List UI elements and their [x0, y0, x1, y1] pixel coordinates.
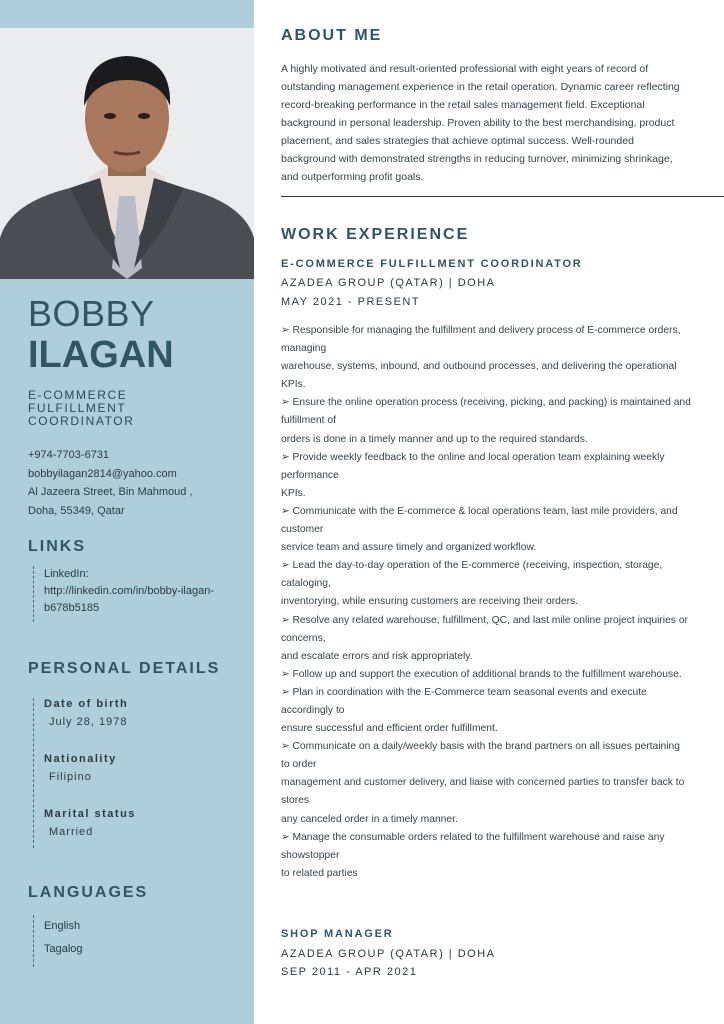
detail-label: Date of birth — [44, 698, 129, 710]
responsibility-line: management and customer delivery, and liaise with concerned parties to transfer back to stores — [281, 777, 685, 807]
responsibility-line: ➢ Communicate with the E-commerce & local operations team, last mile providers, and customer — [281, 505, 678, 536]
language-item: Tagalog — [44, 943, 83, 955]
personal-details-list — [33, 698, 136, 848]
responsibility-line: ➢ Responsible for managing the fulfillment and delivery process of E-commerce orders, managing — [281, 325, 681, 355]
first-name: BOBBY — [28, 293, 155, 334]
detail-dob — [44, 698, 136, 753]
detail-value: Filipino — [49, 771, 92, 783]
last-name: ILAGAN — [28, 334, 174, 376]
links-heading: LINKS — [28, 538, 86, 555]
responsibility-line: ensure successful and efficient order fulfillment. — [281, 723, 498, 735]
responsibility-line: warehouse, systems, inbound, and outbound processes, and delivering the operational KPIs. — [281, 361, 677, 391]
responsibility-line: KPIs. — [281, 487, 306, 499]
responsibility-line: and escalate errors and risk appropriately. — [281, 650, 473, 662]
linkedin-label: LinkedIn: — [44, 568, 89, 580]
languages-heading: LANGUAGES — [28, 884, 149, 901]
work-heading: WORK EXPERIENCE — [281, 226, 470, 243]
job-dates: SEP 2011 - APR 2021 — [281, 966, 418, 978]
responsibility-line: orders is done in a timely manner and up to the required standards. — [281, 433, 588, 445]
address-line-1: Al Jazeera Street, Bin Mahmoud , — [28, 486, 193, 498]
detail-nationality — [44, 753, 136, 808]
job-title: SHOP MANAGER — [281, 928, 394, 940]
job-company: AZADEA GROUP (QATAR) | DOHA — [281, 948, 496, 960]
responsibility-line: inventorying, while ensuring customers are receiving their orders. — [281, 596, 579, 608]
detail-marital-status — [44, 808, 136, 863]
responsibility-line: service team and assure timely and organized workflow. — [281, 542, 537, 554]
section-divider — [281, 196, 724, 197]
responsibility-line: any canceled order in a timely manner. — [281, 813, 458, 825]
linkedin-url[interactable]: http://linkedin.com/in/bobby-ilagan- — [44, 585, 214, 597]
responsibility-line: ➢ Plan in coordination with the E-Commerce team seasonal events and execute accordingly to — [281, 686, 647, 716]
personal-details-heading: PERSONAL DETAILS — [28, 660, 221, 677]
job-responsibilities — [281, 322, 691, 883]
responsibility-line: ➢ Communicate on a daily/weekly basis with the brand partners on all issues pertaining to order — [281, 741, 680, 771]
responsibility-line: ➢ Resolve any related warehouse, fulfillment, QC, and last mile online project inquiries or concerns, — [281, 614, 688, 644]
responsibility-line: ➢ Provide weekly feedback to the online and local operation team explaining weekly performance — [281, 451, 665, 481]
job-dates: MAY 2021 - PRESENT — [281, 296, 421, 308]
job-role: E-COMMERCE FULFILLMENT COORDINATOR — [28, 388, 135, 428]
responsibility-line: ➢ Lead the day-to-day operation of the E-commerce (receiving, inspection, storage, cataloging, — [281, 560, 663, 590]
contact-info — [28, 446, 192, 520]
responsibility-line: to related parties — [281, 867, 358, 879]
phone: +974-7703-6731 — [28, 449, 110, 461]
languages-list — [33, 915, 83, 967]
detail-label: Nationality — [44, 753, 117, 765]
responsibility-line: ➢ Ensure the online operation process (receiving, picking, and packing) is maintained and fulfillment of — [281, 397, 691, 427]
responsibility-line: ➢ Manage the consumable orders related to the fulfillment warehouse and raise any showstopper — [281, 831, 665, 861]
email: bobbyilagan2814@yahoo.com — [28, 467, 177, 480]
detail-label: Marital status — [44, 808, 136, 820]
about-heading: ABOUT ME — [281, 27, 383, 44]
linkedin-url-cont[interactable]: b678b5185 — [44, 602, 100, 614]
address-line-2: Doha, 55349, Qatar — [28, 504, 125, 517]
detail-value: July 28, 1978 — [49, 716, 128, 728]
language-item: English — [44, 920, 81, 932]
detail-value: Married — [49, 826, 94, 838]
about-text: A highly motivated and result-oriented professional with eight years of record of outstanding management experience in the retail operation. Dynamic career reflecting record-breaking performance in the retail sales management field. Exceptional background in personal leadership. Proven ability to the best merchandising, product placement, and sales strategies that achieve optimal success. Well-rounded background with demonstrated strengths in reducing turnover, minimizing shrinkage, and outperforming profit goals. — [281, 63, 680, 183]
job-company: AZADEA GROUP (QATAR) | DOHA — [281, 277, 496, 289]
links-list — [33, 566, 214, 622]
job-title: E-COMMERCE FULFILLMENT COORDINATOR — [281, 258, 583, 270]
profile-photo — [0, 28, 254, 279]
responsibility-line: ➢ Follow up and support the execution of additional brands to the fulfillment warehouse. — [281, 668, 682, 680]
